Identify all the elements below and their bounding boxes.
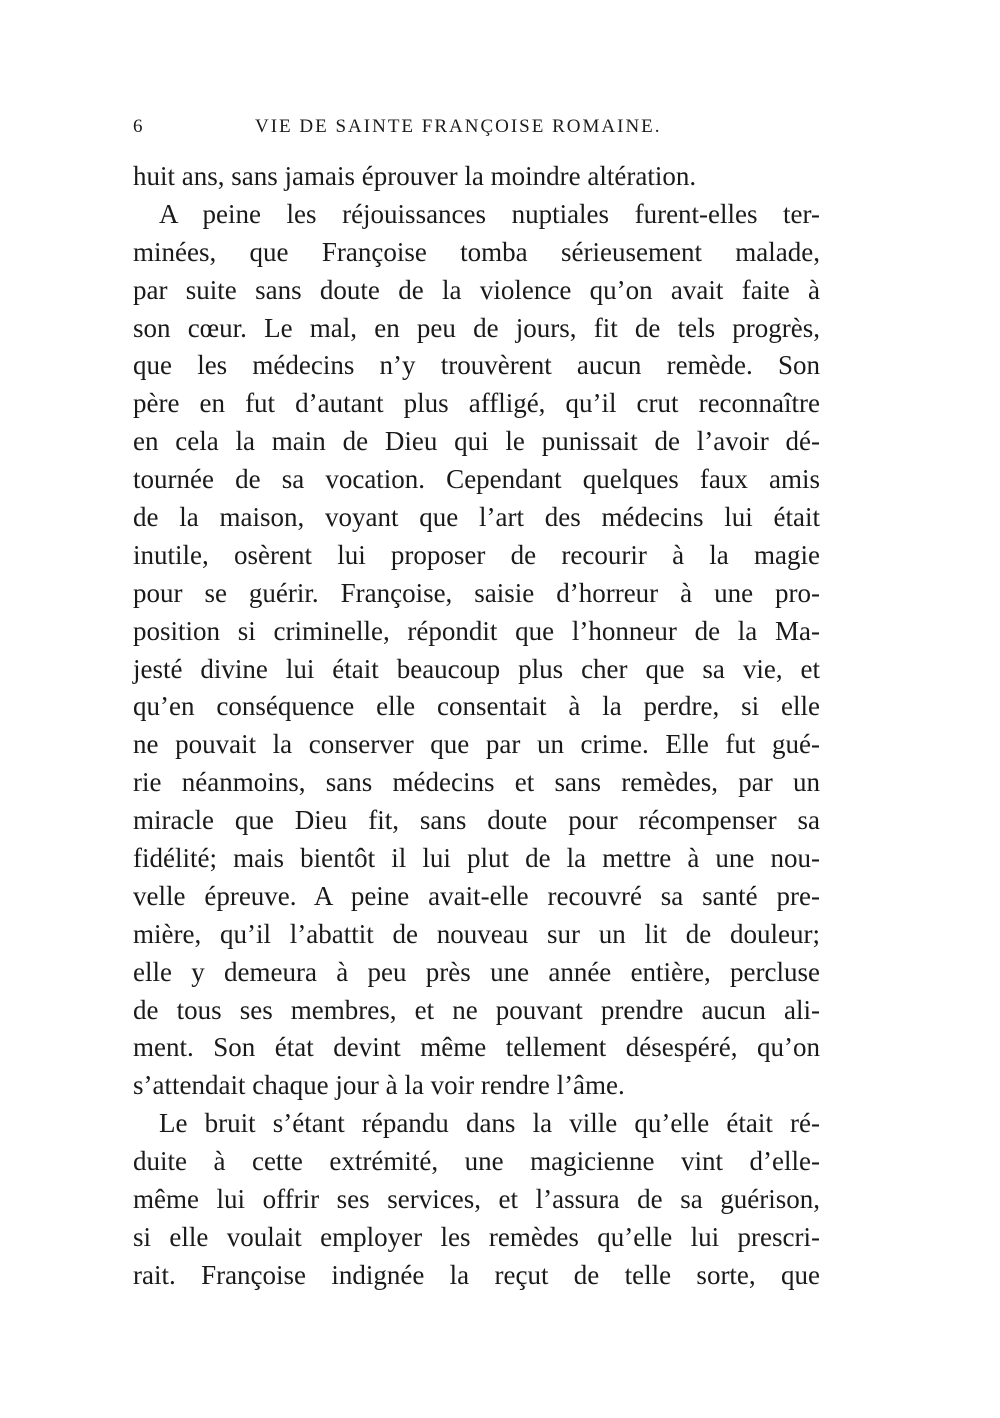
text-line: fidélité; mais bientôt il lui plut de la mettre à une nou- (133, 843, 820, 874)
text-line: de la maison, voyant que l’art des médecins lui était (133, 502, 820, 533)
text-line: s’attendait chaque jour à la voir rendre l’âme. (133, 1070, 625, 1101)
text-line: en cela la main de Dieu qui le punissait de l’avoir dé- (133, 426, 820, 457)
text-line: duite à cette extrémité, une magicienne vint d’elle- (133, 1146, 820, 1177)
text-line: position si criminelle, répondit que l’honneur de la Ma- (133, 615, 820, 646)
text-line: minées, que Françoise tomba sérieusement malade, (133, 236, 820, 267)
text-line: rait. Françoise indignée la reçut de telle sorte, que (133, 1259, 820, 1290)
text-line: son cœur. Le mal, en peu de jours, fit de tels progrès, (133, 312, 820, 343)
text-line: velle épreuve. A peine avait-elle recouvré sa santé pre- (133, 880, 820, 911)
page-number: 6 (133, 116, 145, 137)
body-text (133, 158, 820, 1295)
text-line: A peine les réjouissances nuptiales furent-elles ter- (159, 198, 820, 229)
text-line: même lui offrir ses services, et l’assura de sa guérison, (133, 1184, 820, 1215)
text-line: rie néanmoins, sans médecins et sans remèdes, par un (133, 767, 820, 798)
text-line: pour se guérir. Françoise, saisie d’horreur à une pro- (133, 577, 820, 608)
text-line: Le bruit s’étant répandu dans la ville qu’elle était ré- (159, 1108, 820, 1139)
text-line: tournée de sa vocation. Cependant quelques faux amis (133, 464, 820, 495)
text-line: elle y demeura à peu près une année entière, percluse (133, 956, 820, 987)
text-line: huit ans, sans jamais éprouver la moindre altération. (133, 161, 697, 191)
text-line: de tous ses membres, et ne pouvant prendre aucun ali- (133, 994, 820, 1025)
text-line: inutile, osèrent lui proposer de recourir à la magie (133, 539, 820, 570)
running-title: VIE DE SAINTE FRANÇOISE ROMAINE. (255, 116, 662, 137)
text-line: jesté divine lui était beaucoup plus cher que sa vie, et (133, 653, 820, 684)
text-line: si elle voulait employer les remèdes qu’elle lui prescri- (133, 1221, 820, 1252)
text-line: ne pouvait la conserver que par un crime. Elle fut gué- (133, 729, 820, 760)
text-line: père en fut d’autant plus affligé, qu’il crut reconnaître (133, 388, 820, 419)
text-line: mière, qu’il l’abattit de nouveau sur un lit de douleur; (133, 918, 820, 949)
running-head (133, 116, 820, 144)
text-line: qu’en conséquence elle consentait à la perdre, si elle (133, 691, 820, 722)
text-line: par suite sans doute de la violence qu’on avait faite à (133, 274, 820, 305)
text-line: ment. Son état devint même tellement désespéré, qu’on (133, 1032, 820, 1063)
text-line: que les médecins n’y trouvèrent aucun remède. Son (133, 350, 820, 381)
text-line: miracle que Dieu fit, sans doute pour récompenser sa (133, 805, 820, 836)
